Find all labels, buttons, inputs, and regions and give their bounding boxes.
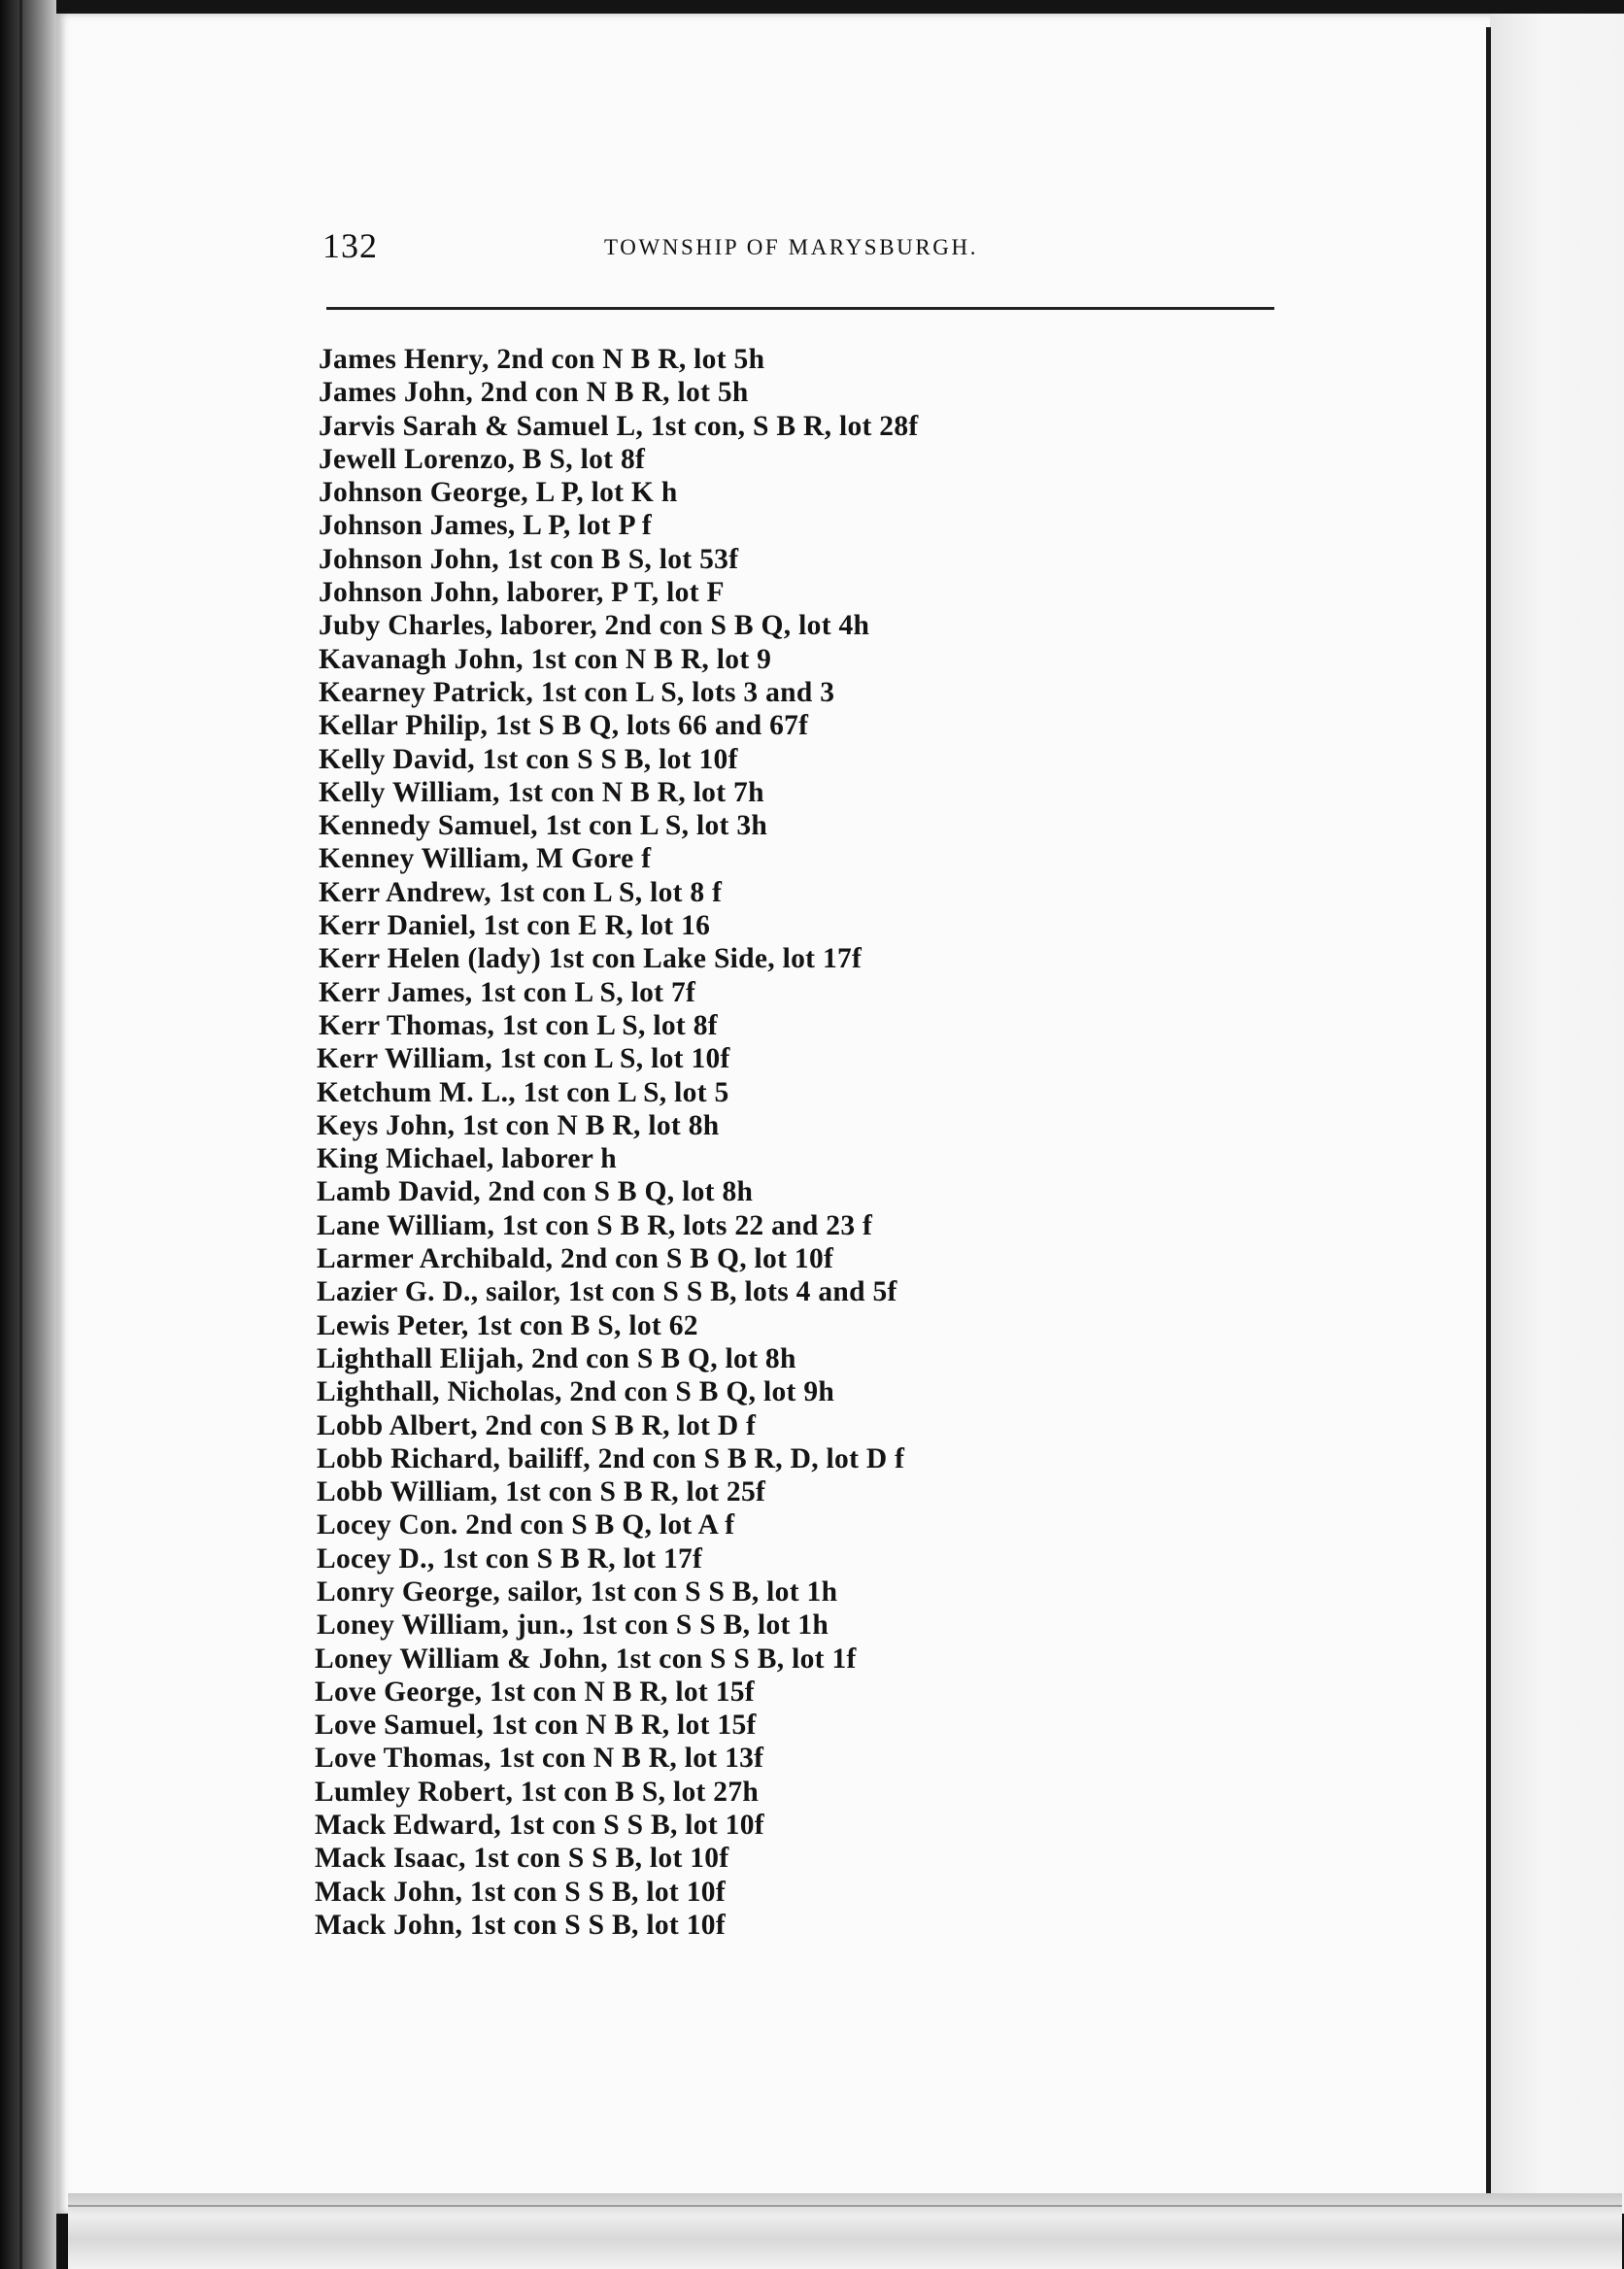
directory-entry: Locey Con. 2nd con S B Q, lot A f [317,1509,735,1541]
directory-entry: Kerr Andrew, 1st con L S, lot 8 f [319,876,723,908]
directory-entry: Kenney William, M Gore f [319,843,652,875]
directory-entry: Mack Edward, 1st con S S B, lot 10f [315,1810,764,1842]
directory-entry: Keys John, 1st con N B R, lot 8h [317,1109,720,1141]
directory-entry: Kerr William, 1st con L S, lot 10f [317,1043,730,1075]
spine-line [19,0,22,2269]
directory-entry: Kerr Daniel, 1st con E R, lot 16 [319,910,711,942]
directory-entry: King Michael, laborer h [317,1143,618,1175]
directory-entry: Kavanagh John, 1st con N B R, lot 9 [319,643,772,675]
directory-entry: Mack John, 1st con S S B, lot 10f [315,1876,726,1908]
directory-entry: Love George, 1st con N B R, lot 15f [315,1676,755,1708]
facing-page-edge [1490,14,1624,2214]
directory-entry: Kerr Thomas, 1st con L S, lot 8f [319,1009,718,1041]
directory-entry: Lazier G. D., sailor, 1st con S S B, lots 4 and 5f [317,1276,897,1308]
directory-entry: Lobb William, 1st con S B R, lot 25f [317,1476,766,1508]
directory-entries [315,343,919,1942]
directory-entry: James Henry, 2nd con N B R, lot 5h [319,344,765,375]
directory-entry: Lonry George, sailor, 1st con S S B, lot 1h [317,1575,838,1608]
directory-entry: Kearney Patrick, 1st con L S, lots 3 and 3 [319,676,835,708]
directory-entry: Lobb Albert, 2nd con S B R, lot D f [317,1409,757,1441]
directory-entry: Jewell Lorenzo, B S, lot 8f [319,443,646,475]
directory-entry: Jarvis Sarah & Samuel L, 1st con, S B R, lot 28f [319,410,919,442]
running-header [322,225,1294,264]
running-title: TOWNSHIP OF MARYSBURGH. [604,235,979,259]
header-rule [326,307,1274,310]
directory-entry: Kelly David, 1st con S S B, lot 10f [319,743,738,775]
directory-entry: Lamb David, 2nd con S B Q, lot 8h [317,1176,754,1208]
directory-entry: Kerr James, 1st con L S, lot 7f [319,976,696,1008]
directory-entry: Ketchum M. L., 1st con L S, lot 5 [317,1076,729,1108]
directory-entry: Locey D., 1st con S B R, lot 17f [317,1542,703,1575]
right-margin-rule [1486,27,1491,2203]
directory-entry: Love Samuel, 1st con N B R, lot 15f [315,1710,757,1742]
directory-entry: Juby Charles, laborer, 2nd con S B Q, lot 4h [319,610,870,642]
directory-entry: Kennedy Samuel, 1st con L S, lot 3h [319,810,768,842]
directory-entry: Larmer Archibald, 2nd con S B Q, lot 10f [317,1243,834,1275]
page-number: 132 [322,226,378,265]
directory-entry: Love Thomas, 1st con N B R, lot 13f [315,1743,764,1775]
directory-entry: Lewis Peter, 1st con B S, lot 62 [317,1309,698,1341]
directory-entry: Loney William & John, 1st con S S B, lot 1f [315,1642,857,1675]
top-border [56,0,1624,14]
directory-entry: Mack Isaac, 1st con S S B, lot 10f [315,1843,729,1875]
directory-entry: Lumley Robert, 1st con B S, lot 27h [315,1776,760,1808]
directory-entry: Kerr Helen (lady) 1st con Lake Side, lot 17f [319,943,863,975]
directory-entry: Lighthall, Nicholas, 2nd con S B Q, lot 9h [317,1376,835,1408]
directory-entry: Lobb Richard, bailiff, 2nd con S B R, D, lot D f [317,1442,905,1474]
directory-entry: Mack John, 1st con S S B, lot 10f [315,1909,726,1941]
directory-entry: Johnson John, 1st con B S, lot 53f [319,543,739,575]
directory-entry: Johnson George, L P, lot K h [319,477,678,509]
book-spine [0,0,56,2269]
directory-entry: Kellar Philip, 1st S B Q, lots 66 and 67f [319,710,809,742]
directory-entry: Johnson James, L P, lot P f [319,510,653,542]
directory-entry: Kelly William, 1st con N B R, lot 7h [319,776,764,808]
bottom-page-edge-line [68,2205,1622,2207]
directory-entry: Lighthall Elijah, 2nd con S B Q, lot 8h [317,1342,796,1374]
directory-entry: James John, 2nd con N B R, lot 5h [319,377,749,409]
directory-entry: Johnson John, laborer, P T, lot F [319,577,725,609]
directory-entry: Loney William, jun., 1st con S S B, lot 1h [317,1609,829,1642]
directory-entry: Lane William, 1st con S B R, lots 22 and 23 f [317,1209,873,1241]
